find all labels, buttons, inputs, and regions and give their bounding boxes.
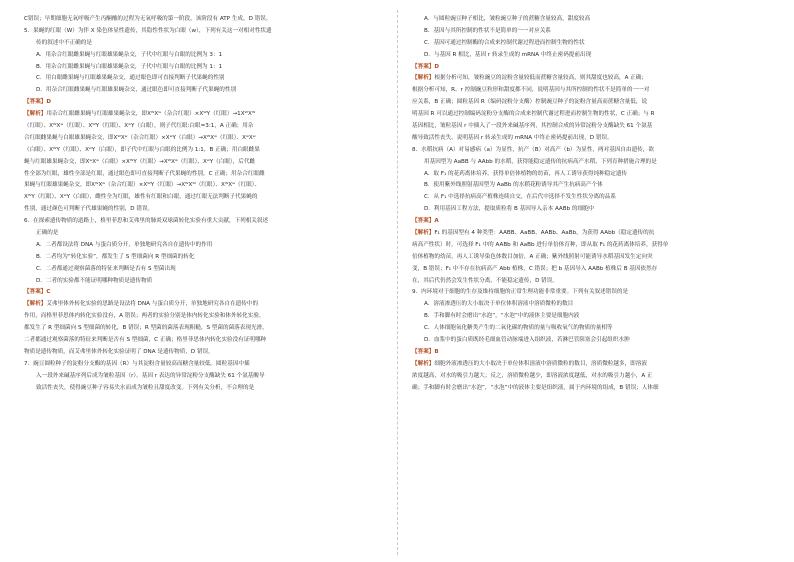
text-line: 7．豌豆圆粒种子的淀粉分支酶的基因（R）与其淀粉含量较高而糖含量较低。圆粒基因中插	[24, 360, 250, 367]
option-line: C．二者都通过观察菌落的特征来判断是否有 S 型菌出现	[36, 265, 176, 272]
explanation-line: 【解析】用杂合红眼雌果蝇与红眼雄果蝇杂交，即XᵂXʷ（杂合红眼）×XᵂY（红眼）→1XᵂXᵂ	[24, 111, 256, 118]
explanation-tag: 【解析】	[412, 230, 435, 237]
option-line: B．手和脚有时会磨出“水泡”，“水泡”中的液体主要是细胞内液	[424, 313, 580, 320]
text-line: 用基因型为 AaBB 与 AAbb 的水稻，获得能稳定遗传的抗病高产水稻，下列育种措施合理的是	[424, 158, 657, 165]
option-line: C．用白眼雌果蝇与红眼雄果蝇杂交，通过眼色即可直接判断子代果蝇的性别	[36, 75, 225, 82]
option-line: D．血浆中的蛋白质既经毛细血管动脉端进入组织液，若淋巴管阻塞会引起组织水肿	[424, 337, 630, 344]
explanation-line: 【解析】F₁ 的基因型有 4 种类型：AABB、AaBB、AABb、AaBb，为获得 AAbb（稳定遗传的抗	[412, 230, 655, 237]
explanation-tag: 【解析】	[412, 75, 435, 82]
text-line: 5．果蝇的红眼（W）为伴 X 染色体显性遗传，其隐性性状为白眼（w），下列有关这一对相对性状遗	[24, 27, 272, 34]
text-line: XᵂY（红眼）、XʷY（白眼），雌性全为红眼，雄性有红眼和白眼，通过红眼无法判断子代果蝇的	[24, 194, 258, 201]
text-line: 二者都通过观察菌落的特征来判断是否有 S 型细菌，C 正确；格里菲思体内转化实验没有证明哪种	[24, 337, 267, 344]
answer-line: 【答案】D	[24, 99, 52, 106]
text-line: 8．水稻抗病（A）对易感病（a）为显性，抗产（B）对高产（b）为显性，两对基因自由遗传，欲	[412, 146, 654, 153]
text-line: 6．在探索遗传物质的道路上，格里菲思和艾弗里的肺炎双球菌转化实验有重大贡献，下列相关叙述	[24, 218, 269, 225]
explanation-tag: 【解析】	[24, 301, 47, 308]
option-line: C．人体细胞氧化糖类产生的二氧化碳的物质的量与吸收氧气的物质的量相等	[424, 325, 613, 332]
option-line: A．二者都设法将 DNA 与蛋白质分开，单独地研究各自在遗传中的作用	[36, 241, 213, 248]
option-line: B．基因与其所控制的性状不是简单的一一对应关系	[424, 27, 551, 34]
text-line: C错误；早期细胞无氧呼吸产生丙酮酸的过程为无氧呼吸的第一阶段，该阶段有 ATP 生成，D 错误。	[24, 16, 272, 22]
option-line: A．溶液渗透压的大小取决于单位体积溶液中溶质微粒的数目	[424, 301, 574, 308]
text-line: 确；手和脚有时会磨出“水泡”，“水泡”中的液体主要是组织液，属于内环境的组成，B 错误；人体细	[412, 384, 659, 391]
text-line: 浓度越高，对水的吸引力越大；反之，溶质微粒越少，即溶液浓度越低，对水的吸引力越小，A 正	[412, 372, 653, 379]
answer-line: 【答案】A	[412, 218, 439, 225]
text-line: 正确的是	[36, 230, 59, 237]
text-line: 明基因 R 可以通过控制编码淀粉分支酶的合成来控制代谢过程进而控制生物的性状，C 正确；与 R	[412, 111, 655, 118]
explanation-tag: 【解析】	[24, 111, 47, 118]
text-line: 根据分析可知，R、r 控制豌豆粒形和甜度都不同，说明基因与其所控制的性状不是简单的一一对	[412, 87, 650, 94]
text-line: 9．内环境对于细胞的生存及维持细胞的正常生理功能非常重要。下列有关叙述错误的是	[412, 289, 629, 296]
answer-line: 【答案】C	[24, 289, 51, 296]
text-line: 性全部为红眼，雄性全部是红眼，通过眼色即可直接判断子代果蝇的性别，C 正确；用杂合红眼雌	[24, 170, 265, 177]
column-divider	[397, 10, 398, 555]
option-line: D．二者的实验都不能证明哪种物质是遗传物质	[36, 277, 153, 284]
text-line: 性别，通过颜色可判断子代雄果蝇的性别，D 错误。	[24, 206, 154, 213]
text-line: 都发生了 R 型细菌向 S 型细菌的转化，B 错误；R 型菌的菌落表现粗糙，S 型菌的菌落表现光滑，	[24, 325, 268, 332]
text-line: 入一段外来碱基序列后成为皱粒基因（r）。基因 r 表达的异常淀粉分支酶缺失 61 个氨基酸导	[36, 372, 265, 379]
option-line: A．取 F₁ 的花药离体培养，获得单倍体植物的幼苗，再人工诱导获得纯种稳定遗传	[424, 170, 628, 177]
option-line: C．基因可通过控制酶的合成来控制代谢过程进而控制生物的性状	[424, 39, 585, 46]
text-line: 蝇与红眼雄果蝇杂交，即XʷXʷ（白眼）×XᵂY（红眼）→XᵂXʷ（红眼）、XʷY（白眼），后代雌	[24, 158, 256, 165]
option-line: D．与基因 R 相比，基因 r 转录生成的 mRNA 中终止密码提前出现	[424, 51, 592, 58]
text-line: 果蝇与红眼雄果蝇杂交，即XᵂXʷ（杂合红眼）×XᵂY（红眼）→XᵂXᵂ（红眼）、XᵂXʷ（红眼）、	[24, 182, 261, 189]
text-line: 倍体植物的幼苗，再人工诱导染色体数目加倍，A 正确；紫外线照射可能诱导水稻基因发生定向突	[412, 253, 653, 260]
option-line: A．与圆粒豌豆种子相比，皱粒豌豆种子的蔗糖含量较高，甜度较高	[424, 16, 591, 22]
option-line: B．二者均为“转化实验”，都发生了 S 型细菌向 R 型细菌的转化	[36, 253, 195, 260]
text-line: 物质是遗传物质，而艾弗里体外转化实验证明了 DNA 是遗传物质，D 错误。	[24, 348, 214, 355]
text-line: 应关系，B 正确；圆粒基因 R（编码淀粉分支酶）控制豌豆种子的淀粉含量高而蔗糖含量低，说	[412, 99, 648, 106]
text-line: 变，B 错误；F₁ 中不存在抗病高产 Abb 植株，C 错误；把 b 基因导入 AABb 植株后 B 基因依然存	[412, 265, 658, 272]
text-line: 在，其后代仍然会发生性状分离，不能稳定遗传，D 错误。	[412, 277, 558, 284]
text-line: 酸导致活性丧失，说明基因 r 转录生成的 mRNA 中终止密码提前出现，D 错误。	[412, 134, 613, 141]
explanation-line: 【解析】细胞外液渗透压的大小取决于单位体积溶液中溶质微粒的数目，溶质微粒越多，即溶液	[412, 360, 647, 367]
option-line: C．从 F₁ 中选择抗病高产植株连续自交，在后代中选择不发生性状分离的品系	[424, 194, 616, 201]
text-line: 作用，而格里菲思体内转化实验没有，A 错误；两者的实验分别是体内转化实验和体外转化实验，	[24, 313, 265, 320]
answer-line: 【答案】B	[412, 348, 439, 355]
option-line: B．使用紫外线照射基因型为 AaBb 的水稻花粉诱导其产生抗病高产个体	[424, 182, 603, 189]
option-line: B．用杂合红眼雌果蝇与白眼雄果蝇杂交，子代中红眼与白眼的比例为 1：1	[36, 63, 223, 70]
text-line: （红眼）、XᵂXʷ（红眼）、XᵂY（红眼）、XʷY（白眼），则子代红眼:白眼=3:1，A 正确；用杂	[24, 123, 254, 130]
option-line: D．利用基因工程方法，提取质粒将 B 基因导入亲本 AABb 的细胞中	[424, 206, 595, 213]
text-line: 基因相比，皱粒基因 r 中插入了一段外来碱基序列，其控制合成的异常淀粉分支酶缺失 61 个氨基	[412, 123, 653, 130]
explanation-line: 【解析】艾弗里体外转化实验的思路是设法将 DNA 与蛋白质分开，单独地研究各自在遗传中的	[24, 301, 259, 308]
text-line: 致活性丧失，使得豌豆种子容易失水而成为皱粒且甜度改变。下列有关分析，不合理的是	[36, 384, 255, 391]
text-line: 病高产性状）时，可选择 F₁ 中的 AABb 和 AaBb 进行单倍体育种，即从取 F₁ 的花药离体培养，获得单	[412, 241, 669, 248]
text-line: 合红眼雌果蝇与白眼雄果蝇杂交，即XᵂXʷ（杂合红眼）×XʷY（白眼）→XᵂXʷ（红眼）、XʷXʷ	[24, 134, 256, 141]
option-line: A．用杂合红眼雌果蝇与红眼雄果蝇杂交，子代中红眼与白眼的比例为 3：1	[36, 51, 223, 58]
explanation-line: 【解析】根据分析可知，皱粒豌豆的淀粉含量较低而蔗糖含量较高，则其甜度也较高，A 正确；	[412, 75, 647, 82]
right-column	[412, 14, 772, 395]
answer-line: 【答案】D	[412, 63, 440, 70]
text-line: 传的叙述中不正确的是	[36, 39, 92, 46]
text-line: （白眼）、XᵂY（红眼）、XʷY（白眼），即子代中红眼与白眼的比例为 1:1，B 正确；用白眼雌果	[24, 146, 260, 153]
left-column	[24, 14, 384, 395]
option-line: D．用杂合红眼雌果蝇与红眼雄果蝇杂交，通过眼色即可直接判断子代果蝇的性别	[36, 87, 237, 94]
explanation-tag: 【解析】	[412, 360, 435, 367]
